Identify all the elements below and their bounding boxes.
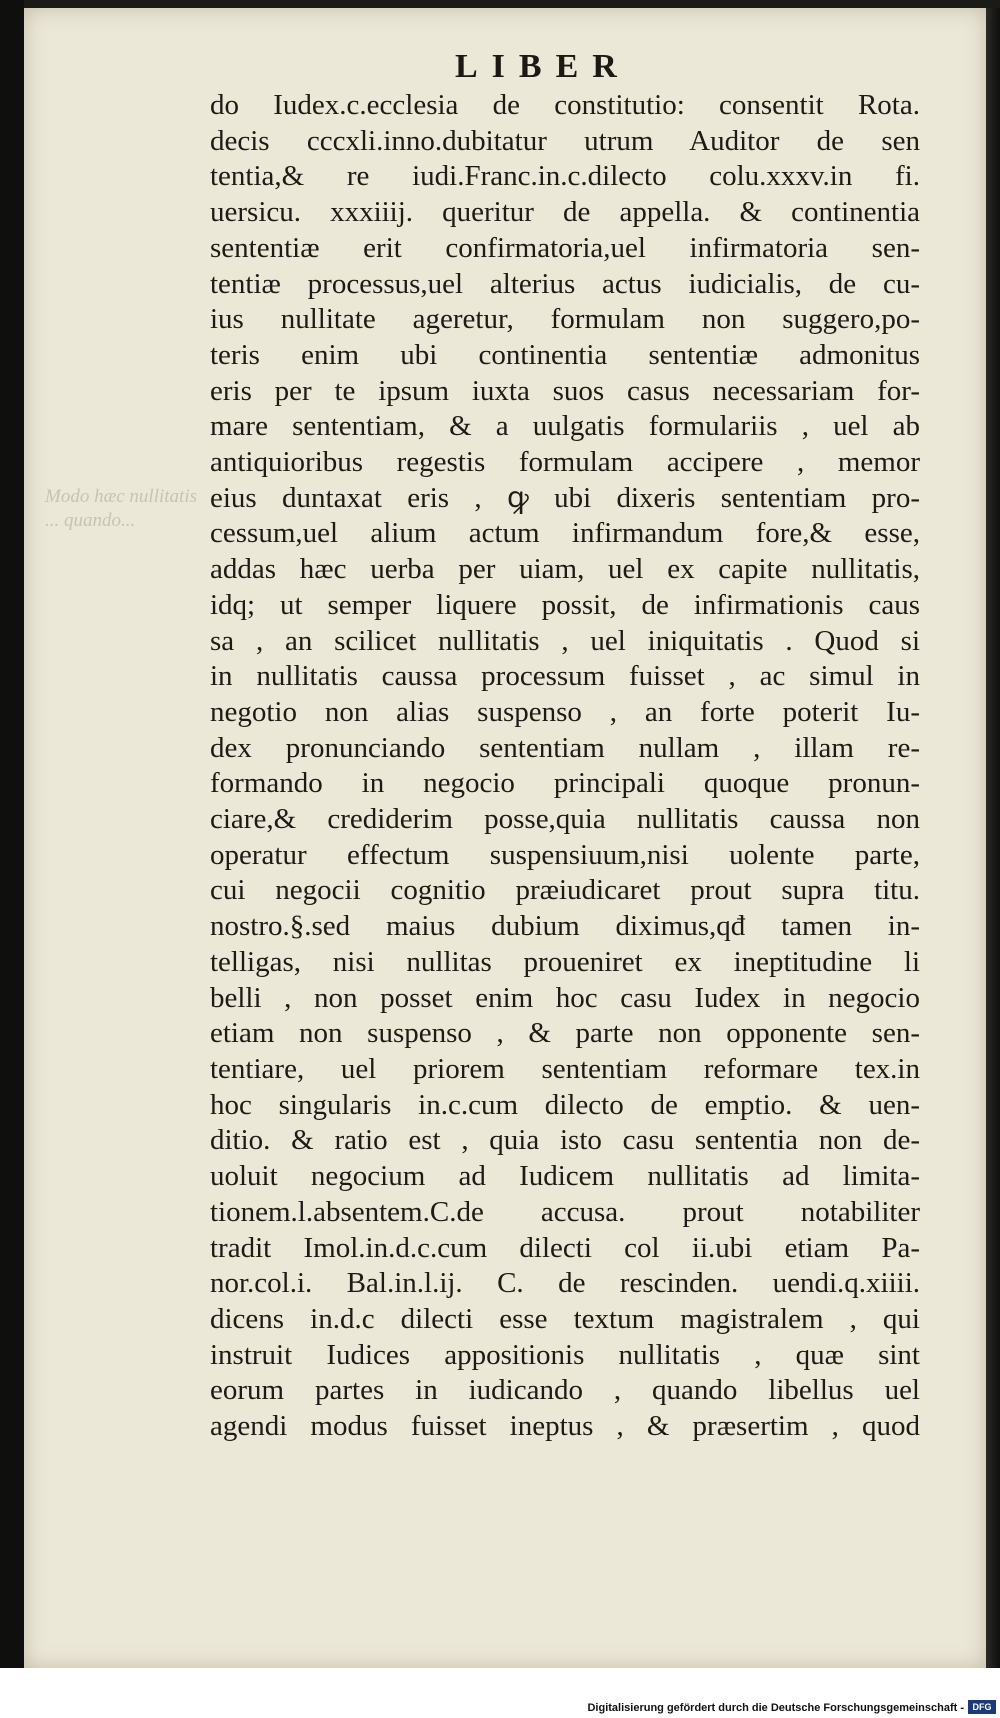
text-line: dex pronunciando sententiam nullam , illam re- xyxy=(210,731,920,764)
text-line: etiam non suspenso , & parte non opponente sen- xyxy=(210,1017,920,1050)
body-text xyxy=(210,88,920,1445)
funding-notice: Digitalisierung gefördert durch die Deutsche Forschungsgemeinschaft - xyxy=(587,1702,964,1714)
text-line: tentiare, uel priorem sententiam reformare tex.in xyxy=(210,1052,920,1085)
text-line: antiquioribus regestis formulam accipere , memor xyxy=(210,446,920,479)
text-line: agendi modus fuisset ineptus , & præsertim , quod xyxy=(210,1410,920,1443)
text-line: instruit Iudices appositionis nullitatis , quæ sint xyxy=(210,1338,920,1371)
text-line: nostro.§.sed maius dubium diximus,qđ tamen in- xyxy=(210,910,920,943)
text-line: uoluit negocium ad Iudicem nullitatis ad limita- xyxy=(210,1160,920,1193)
text-line: negotio non alias suspenso , an forte poterit Iu- xyxy=(210,695,920,728)
text-line: cui negocii cognitio præiudicaret prout supra titu. xyxy=(210,874,920,907)
text-line: sa , an scilicet nullitatis , uel iniquitatis . Quod si xyxy=(210,624,920,657)
text-line: tionem.l.absentem.C.de accusa. prout notabiliter xyxy=(210,1195,920,1228)
text-line: idq; ut semper liquere possit, de infirmationis caus xyxy=(210,588,920,621)
text-line: ius nullitate ageretur, formulam non suggero,po- xyxy=(210,303,920,336)
text-line: cessum,uel alium actum infirmandum fore,& esse, xyxy=(210,517,920,550)
text-line: hoc singularis in.c.cum dilecto de emptio. & uen- xyxy=(210,1088,920,1121)
faded-marginal-note: Modo hæc nullitatis ... quando... xyxy=(45,486,197,531)
text-line: do Iudex.c.ecclesia de constitutio: consentit Rota. xyxy=(210,89,920,121)
text-line: sententiæ erit confirmatoria,uel infirmatoria sen- xyxy=(210,231,920,264)
text-line: formando in negocio principali quoque pronun- xyxy=(210,767,920,800)
running-header: LIBER xyxy=(455,48,631,85)
text-line: ciare,& crediderim posse,quia nullitatis caussa non xyxy=(210,803,920,836)
text-line: nor.col.i. Bal.in.l.ij. C. de rescinden. uendi.q.xiiii. xyxy=(210,1267,920,1300)
text-line: ditio. & ratio est , quia isto casu sententia non de- xyxy=(210,1124,920,1157)
text-line: dicens in.d.c dilecti esse textum magistralem , qui xyxy=(210,1302,920,1335)
text-line: telligas, nisi nullitas proueniret ex ineptitudine li xyxy=(210,945,920,978)
text-line: tentia,& re iudi.Franc.in.c.dilecto colu.xxxv.in fi. xyxy=(210,160,920,193)
scan-left-edge xyxy=(0,0,24,1718)
text-line: uersicu. xxxiiij. queritur de appella. & continentia xyxy=(210,196,920,229)
text-line: eris per te ipsum iuxta suos casus necessariam for- xyxy=(210,374,920,407)
text-line: operatur effectum suspensiuum,nisi uolente parte, xyxy=(210,838,920,871)
text-line: tentiæ processus,uel alterius actus iudicialis, de cu- xyxy=(210,267,920,300)
text-line: decis cccxli.inno.dubitatur utrum Auditor de sen xyxy=(210,124,920,157)
scan-right-edge xyxy=(986,8,1000,1668)
text-line: teris enim ubi continentia sententiæ admonitus xyxy=(210,338,920,371)
text-line: eorum partes in iudicando , quando libellus uel xyxy=(210,1374,920,1407)
text-line: mare sententiam, & a uulgatis formulariis , uel ab xyxy=(210,410,920,443)
text-line: in nullitatis caussa processum fuisset , ac simul in xyxy=(210,660,920,693)
text-line: belli , non posset enim hoc casu Iudex in negocio xyxy=(210,981,920,1014)
text-line: addas hæc uerba per uiam, uel ex capite nullitatis, xyxy=(210,553,920,586)
dfg-logo-icon: DFG xyxy=(968,1700,996,1714)
text-line: tradit Imol.in.d.c.cum dilecti col ii.ubi etiam Pa- xyxy=(210,1231,920,1264)
text-line: eius duntaxat eris , ꝙ ubi dixeris sententiam pro- xyxy=(210,481,920,514)
